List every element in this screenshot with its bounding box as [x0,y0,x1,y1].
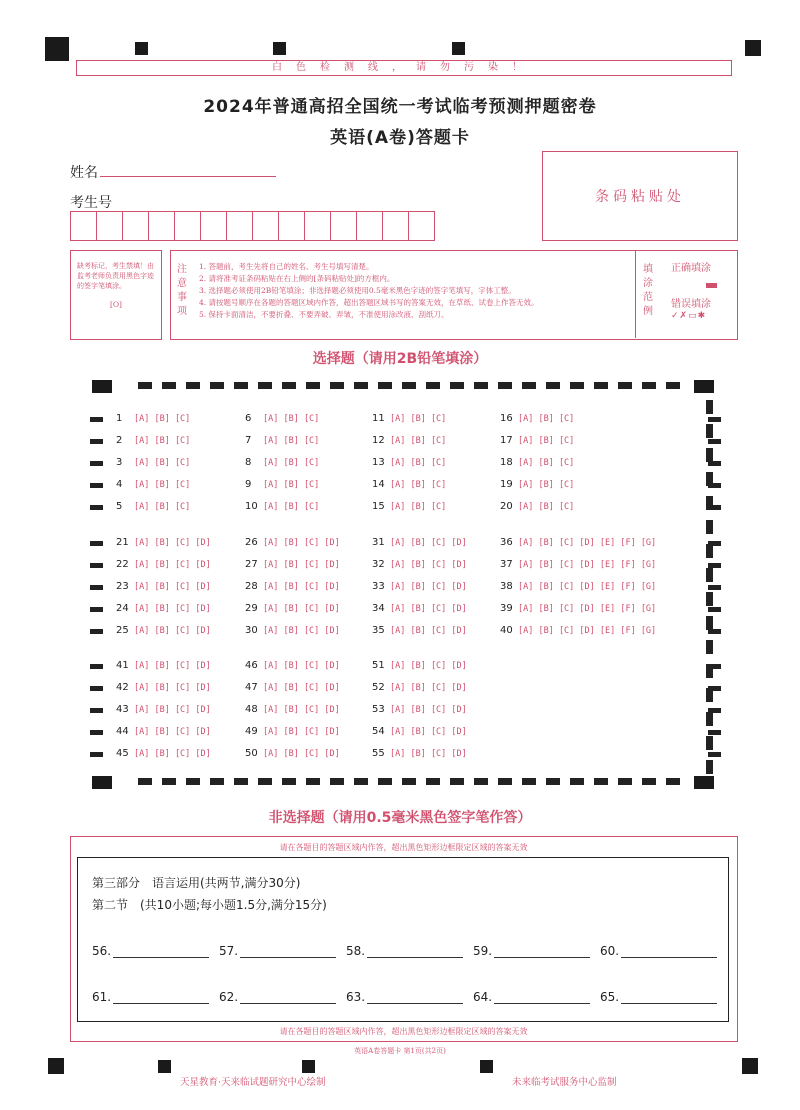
answer-bubbles[interactable]: [A] [B] [C] [390,458,447,468]
mc-question [245,413,319,424]
answer-bubbles[interactable]: [A] [B] [C] [D] [134,661,211,671]
answer-bubbles[interactable]: [A] [B] [C] [D] [263,582,340,592]
answer-bubbles[interactable]: [A] [B] [C] [518,414,575,424]
mc-question [372,625,467,636]
answer-blank[interactable]: 62. [219,990,346,1004]
timing-mark [708,483,721,488]
mc-question [372,501,446,512]
answer-bubbles[interactable]: [A] [B] [C] [134,480,191,490]
timing-mark [708,607,721,612]
question-number: 39 [500,603,513,614]
answer-bubbles[interactable]: [A] [B] [C] [390,480,447,490]
registration-mark [302,1060,315,1073]
timing-mark [708,461,721,466]
timing-mark [708,541,721,546]
timing-mark [90,461,103,466]
notice-item: 2. 请将准考证条码粘贴在右上侧的[条码粘贴处]的方框内。 [199,274,395,283]
mc-question [372,603,467,614]
mc-question [372,559,467,570]
mc-question [245,704,340,715]
question-number: 27 [245,559,258,570]
answer-blank[interactable]: 60. [600,944,727,958]
registration-mark [158,1060,171,1073]
mc-question [372,413,446,424]
answer-bubbles[interactable]: [A] [B] [C] [263,436,320,446]
answer-blank[interactable]: 64. [473,990,600,1004]
timing-mark [90,505,103,510]
open-answer-region [70,836,738,1042]
answer-bubbles[interactable]: [A] [B] [C] [D] [134,604,211,614]
answer-bubbles[interactable]: [A] [B] [C] [263,502,320,512]
registration-mark [745,40,761,56]
question-number: 54 [372,726,385,737]
answer-blank[interactable]: 58. [346,944,473,958]
answer-bubbles[interactable]: [A] [B] [C] [D] [390,683,467,693]
answer-bubbles[interactable]: [A] [B] [C] [D] [390,604,467,614]
mc-question [245,559,340,570]
answer-bubbles[interactable]: [A] [B] [C] [D] [263,604,340,614]
answer-bubbles[interactable]: [A] [B] [C] [D] [134,582,211,592]
registration-mark [452,42,465,55]
registration-mark [742,1058,758,1074]
answer-bubbles[interactable]: [A] [B] [C] [134,458,191,468]
question-number: 51 [372,660,385,671]
mc-question [372,704,467,715]
answer-bubbles[interactable]: [A] [B] [C] [D] [390,727,467,737]
question-number: 46 [245,660,258,671]
answer-bubbles[interactable]: [A] [B] [C] [134,414,191,424]
answer-bubbles[interactable]: [A] [B] [C] [134,436,191,446]
mc-question [116,625,211,636]
mc-question [245,457,319,468]
timing-mark [708,730,721,735]
mc-question [372,537,467,548]
question-number: 48 [245,704,258,715]
answer-bubbles[interactable]: [A] [B] [C] [D] [263,661,340,671]
mc-question [372,726,467,737]
question-number: 34 [372,603,385,614]
mc-question [245,726,340,737]
mc-question [372,479,446,490]
footer-right: 未来临考试服务中心监制 [512,1077,617,1088]
correct-fill-label: 正确填涂 [671,263,711,274]
answer-bubbles[interactable]: [A] [B] [C] [390,436,447,446]
part-title: 第三部分 语言运用(共两节,满分30分) [92,876,301,890]
question-number: 17 [500,435,513,446]
question-number: 43 [116,704,129,715]
notice-item: 3. 选择题必须使用2B铅笔填涂；非选择题必须使用0.5毫米黑色字迹的签字笔填写，字体工整。 [199,286,516,295]
mc-question [372,581,467,592]
notice-item: 4. 请按题号顺序在各题的答题区域内作答，超出答题区域书写的答案无效，在草纸、试卷上作答无效。 [199,298,539,307]
notice-heading: 注 意 事 项 [177,264,187,317]
section-subtitle: 第二节 (共10小题;每小题1.5分,满分15分) [92,898,327,912]
mc-question [500,581,656,592]
question-number: 6 [245,413,252,424]
mc-question [372,682,467,693]
detection-line-notice: 白色检测线，请勿污染！ [76,60,732,76]
notice-item: 1. 答题前，考生先将自己的姓名、考生号填写清楚。 [199,262,374,271]
question-number: 1 [116,413,123,424]
notice-item: 5. 保持卡面清洁，不要折叠、不要弄破、弄皱，不准使用涂改液、刮纸刀。 [199,310,449,319]
exam-subtitle: 英语(A卷)答题卡 [330,128,470,148]
answer-bubbles[interactable]: [A] [B] [C] [D] [263,683,340,693]
absent-text: 缺考标记，考生禁填！由监考老师负责用黑色字迹的签字笔填涂。 [77,262,154,290]
timing-mark [708,417,721,422]
corner-mark [92,776,112,789]
answer-bubbles[interactable]: [A] [B] [C] [D] [134,538,211,548]
answer-bubbles[interactable]: [A] [B] [C] [D] [E] [F] [G] [518,538,657,548]
question-number: 29 [245,603,258,614]
timing-mark [708,752,721,757]
question-number: 28 [245,581,258,592]
answer-bubbles[interactable]: [A] [B] [C] [D] [E] [F] [G] [518,604,657,614]
timing-mark [90,708,103,713]
registration-mark [48,1058,64,1074]
question-number: 50 [245,748,258,759]
name-label: 姓名 [70,165,98,181]
question-number: 23 [116,581,129,592]
question-number: 7 [245,435,252,446]
timing-mark [90,563,103,568]
question-number: 47 [245,682,258,693]
mc-question [500,501,574,512]
question-number: 26 [245,537,258,548]
timing-mark [90,686,103,691]
mc-question [116,603,211,614]
question-number: 49 [245,726,258,737]
answer-bubbles[interactable]: [A] [B] [C] [390,502,447,512]
timing-mark [708,505,721,510]
answer-bubbles[interactable]: [A] [B] [C] [263,414,320,424]
answer-blank[interactable]: 59. [473,944,600,958]
question-number: 10 [245,501,258,512]
answer-bubbles[interactable]: [A] [B] [C] [D] [263,626,340,636]
question-number: 38 [500,581,513,592]
corner-mark [694,776,714,789]
page-info: 英语A卷答题卡 第1页(共2页) [354,1047,446,1055]
mc-question [116,413,190,424]
question-number: 52 [372,682,385,693]
answer-bubbles[interactable]: [A] [B] [C] [134,502,191,512]
answer-bubbles[interactable]: [A] [B] [C] [D] [134,749,211,759]
answer-blank[interactable]: 65. [600,990,727,1004]
mc-question [116,457,190,468]
question-number: 30 [245,625,258,636]
question-number: 3 [116,457,123,468]
mc-section-title: 选择题（请用2B铅笔填涂） [312,351,488,367]
mc-question [245,537,340,548]
answer-bubbles[interactable]: [A] [B] [C] [518,502,575,512]
mc-question [116,726,211,737]
wrong-fill-samples: ✓✗▭✱ [671,311,707,321]
wrong-fill-label: 错误填涂 [671,299,711,310]
mc-question [116,435,190,446]
answer-bubbles[interactable]: [A] [B] [C] [D] [134,705,211,715]
answer-bubbles[interactable]: [A] [B] [C] [263,458,320,468]
answer-bubbles[interactable]: [A] [B] [C] [D] [E] [F] [G] [518,560,657,570]
corner-mark [694,380,714,393]
answer-bubbles[interactable]: [A] [B] [C] [D] [134,626,211,636]
answer-bubbles[interactable]: [A] [B] [C] [518,458,575,468]
mc-question [500,625,656,636]
mc-question [500,559,656,570]
mc-question [245,625,340,636]
timing-mark [90,664,103,669]
answer-bubbles[interactable]: [A] [B] [C] [D] [134,560,211,570]
question-number: 24 [116,603,129,614]
answer-blank[interactable]: 61. [92,990,219,1004]
corner-mark [92,380,112,393]
mc-question [245,479,319,490]
notice-list [199,261,629,321]
answer-bubbles[interactable]: [A] [B] [C] [D] [390,626,467,636]
answer-bubbles[interactable]: [A] [B] [C] [D] [390,749,467,759]
mc-question [245,660,340,671]
mc-question [116,704,211,715]
answer-bubbles[interactable]: [A] [B] [C] [D] [263,749,340,759]
question-number: 35 [372,625,385,636]
answer-bubbles[interactable]: [A] [B] [C] [D] [E] [F] [G] [518,626,657,636]
answer-bubbles[interactable]: [A] [B] [C] [D] [390,560,467,570]
timing-mark [708,563,721,568]
region-warning-bottom: 请在各题目的答题区域内作答，超出黑色矩形边框限定区域的答案无效 [279,1027,528,1036]
question-number: 32 [372,559,385,570]
timing-mark [90,439,103,444]
registration-mark [45,37,69,61]
mc-question [500,457,574,468]
question-number: 53 [372,704,385,715]
question-number: 33 [372,581,385,592]
question-number: 42 [116,682,129,693]
answer-blank[interactable]: 63. [346,990,473,1004]
answer-blank[interactable]: 56. [92,944,219,958]
registration-mark [480,1060,493,1073]
dashed-border-bottom [138,778,686,785]
question-number: 12 [372,435,385,446]
mc-question [116,559,211,570]
answer-bubbles[interactable]: [A] [B] [C] [D] [263,560,340,570]
question-number: 4 [116,479,123,490]
registration-mark [273,42,286,55]
question-number: 9 [245,479,252,490]
answer-bubbles[interactable]: [A] [B] [C] [D] [263,705,340,715]
timing-mark [708,439,721,444]
answer-frame [77,857,729,1022]
timing-mark [90,541,103,546]
question-number: 22 [116,559,129,570]
question-number: 31 [372,537,385,548]
timing-mark [708,664,721,669]
question-number: 55 [372,748,385,759]
answer-bubbles[interactable]: [A] [B] [C] [518,436,575,446]
barcode-area: 条码粘贴处 [542,151,738,241]
blank-row-1 [92,944,727,958]
answer-bubbles[interactable]: [A] [B] [C] [D] [390,705,467,715]
timing-mark [90,752,103,757]
mc-question [372,660,467,671]
question-number: 2 [116,435,123,446]
absent-checkbox[interactable]: [O] [109,300,122,309]
mc-question [245,682,340,693]
question-number: 40 [500,625,513,636]
question-number: 36 [500,537,513,548]
timing-mark [90,417,103,422]
answer-blank[interactable]: 57. [219,944,346,958]
mc-question [372,748,467,759]
question-number: 20 [500,501,513,512]
answer-bubbles[interactable]: [A] [B] [C] [D] [263,727,340,737]
mc-question [116,537,211,548]
mc-question [372,457,446,468]
timing-mark [90,607,103,612]
open-section-title: 非选择题（请用0.5毫米黑色签字笔作答） [268,810,532,826]
answer-bubbles[interactable]: [A] [B] [C] [263,480,320,490]
question-number: 45 [116,748,129,759]
student-id-boxes[interactable] [70,211,434,241]
question-number: 37 [500,559,513,570]
timing-mark [90,730,103,735]
question-number: 25 [116,625,129,636]
mc-question [500,479,574,490]
id-label: 考生号 [70,195,112,211]
mc-question [116,581,211,592]
name-field[interactable] [100,176,276,177]
question-number: 18 [500,457,513,468]
answer-bubbles[interactable]: [A] [B] [C] [D] [263,538,340,548]
question-number: 16 [500,413,513,424]
answer-bubbles[interactable]: [A] [B] [C] [518,480,575,490]
mc-question [500,537,656,548]
exam-title: 2024年普通高招全国统一考试临考预测押题密卷 [203,97,597,117]
question-number: 14 [372,479,385,490]
dashed-border-top [138,382,686,389]
answer-bubbles[interactable]: [A] [B] [C] [390,414,447,424]
mc-question [245,603,340,614]
question-number: 5 [116,501,123,512]
timing-mark [90,483,103,488]
mc-question [245,581,340,592]
timing-mark [708,708,721,713]
dashed-border-right [706,400,713,780]
mc-question [116,748,211,759]
mc-question [500,603,656,614]
question-number: 8 [245,457,252,468]
answer-bubbles[interactable]: [A] [B] [C] [D] [E] [F] [G] [518,582,657,592]
question-number: 44 [116,726,129,737]
question-number: 11 [372,413,385,424]
question-number: 13 [372,457,385,468]
mc-question [116,479,190,490]
region-warning-top: 请在各题目的答题区域内作答，超出黑色矩形边框限定区域的答案无效 [279,843,528,852]
mc-question [245,501,319,512]
answer-bubbles[interactable]: [A] [B] [C] [D] [390,538,467,548]
timing-mark [708,629,721,634]
blank-row-2 [92,990,727,1004]
answer-bubbles[interactable]: [A] [B] [C] [D] [134,683,211,693]
mc-question [245,748,340,759]
question-number: 41 [116,660,129,671]
question-number: 15 [372,501,385,512]
timing-mark [90,585,103,590]
question-number: 19 [500,479,513,490]
answer-bubbles[interactable]: [A] [B] [C] [D] [390,661,467,671]
registration-mark [135,42,148,55]
timing-mark [708,585,721,590]
mc-question [245,435,319,446]
mc-question [500,413,574,424]
notice-box [170,250,738,340]
footer-left: 天星教育·天来临试题研究中心绘制 [180,1077,326,1088]
fill-example-heading: 填 涂 范 例 [643,264,653,317]
answer-bubbles[interactable]: [A] [B] [C] [D] [390,582,467,592]
mc-question [500,435,574,446]
mc-question [372,435,446,446]
timing-mark [708,686,721,691]
correct-fill-sample [706,283,717,288]
mc-question [116,660,211,671]
mc-question [116,501,190,512]
mc-question [116,682,211,693]
answer-bubbles[interactable]: [A] [B] [C] [D] [134,727,211,737]
question-number: 21 [116,537,129,548]
absent-mark-box [70,250,162,340]
timing-mark [90,629,103,634]
